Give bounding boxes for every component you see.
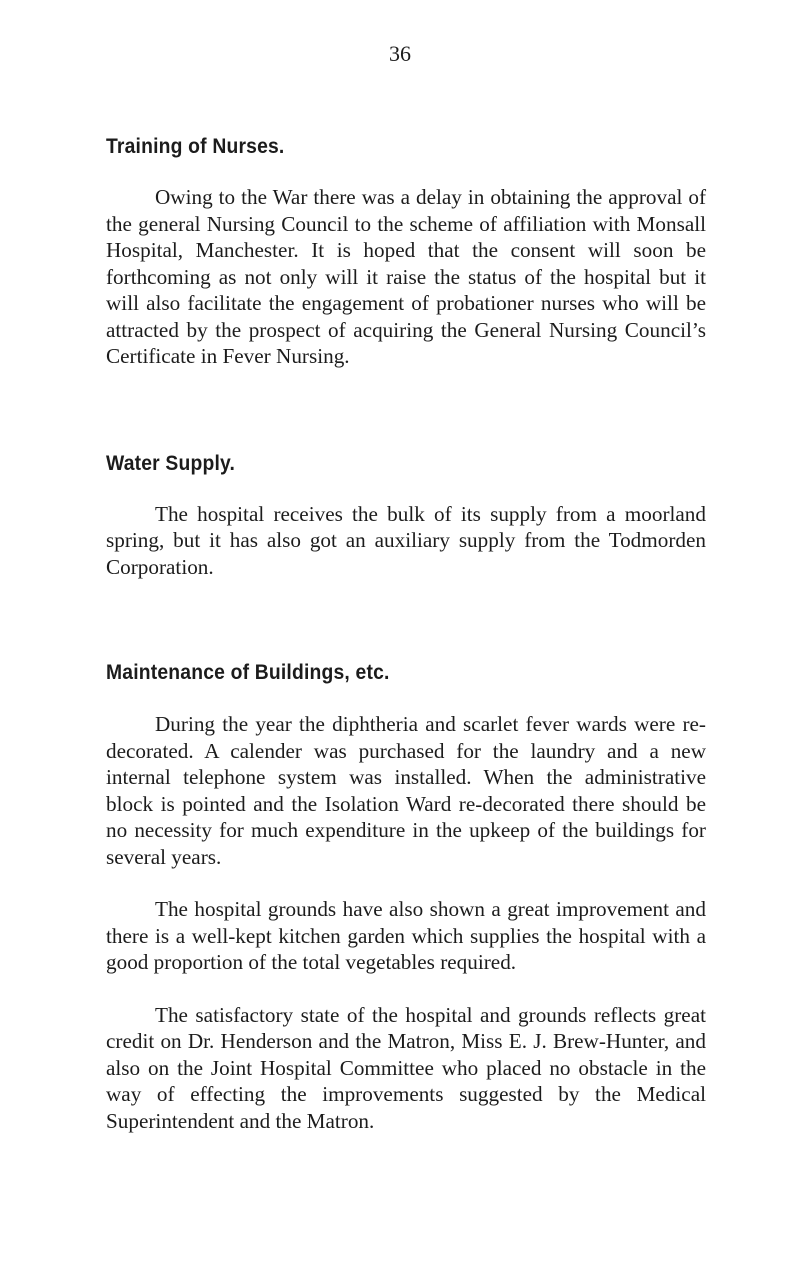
page-content	[106, 134, 706, 1134]
paragraph-decoration-and-telephone: During the year the diphtheria and scarlet fever wards were re-decorated. A calender was purchased for the laundry and a new internal telephone system was installed. When the administrative block is pointed and the Isolation Ward re-decorated there should be no necessity for much expenditure in the upkeep of the buildings for several years.	[106, 712, 706, 869]
paragraph-training-of-nurses: Owing to the War there was a delay in obtaining the approval of the general Nursing Council to the scheme of affiliation with Monsall Hospital, Manchester. It is hoped that the consent will soon be forthcoming as not only will it raise the status of the hospital but it will also facilitate the engagement of probationer nurses who will be attracted by the prospect of acquiring the General Nursing Council’s Certificate in Fever Nursing.	[106, 185, 706, 368]
paragraph-water-supply: The hospital receives the bulk of its supply from a moorland spring, but it has also got an auxiliary supply from the Todmorden Corporation.	[106, 501, 706, 579]
page-number: 36	[389, 41, 411, 66]
paragraph-hospital-grounds: The hospital grounds have also shown a great improvement and there is a well-kept kitchen garden which supplies the hospital with a good proportion of the total vegetables required.	[106, 897, 706, 974]
heading-water-supply: Water Supply.	[106, 451, 236, 475]
heading-training-of-nurses: Training of Nurses.	[106, 135, 285, 158]
heading-maintenance-of-buildings: Maintenance of Buildings, etc.	[106, 661, 390, 684]
paragraph-credit-to-staff: The satisfactory state of the hospital and grounds reflects great credit on Dr. Henderson and the Matron, Miss E. J. Brew-Hunter, and also on the Joint Hospital Committee who placed no obstacle in the way of effecting the improvements suggested by the Medical Superintendent and the Matron.	[106, 1002, 706, 1133]
